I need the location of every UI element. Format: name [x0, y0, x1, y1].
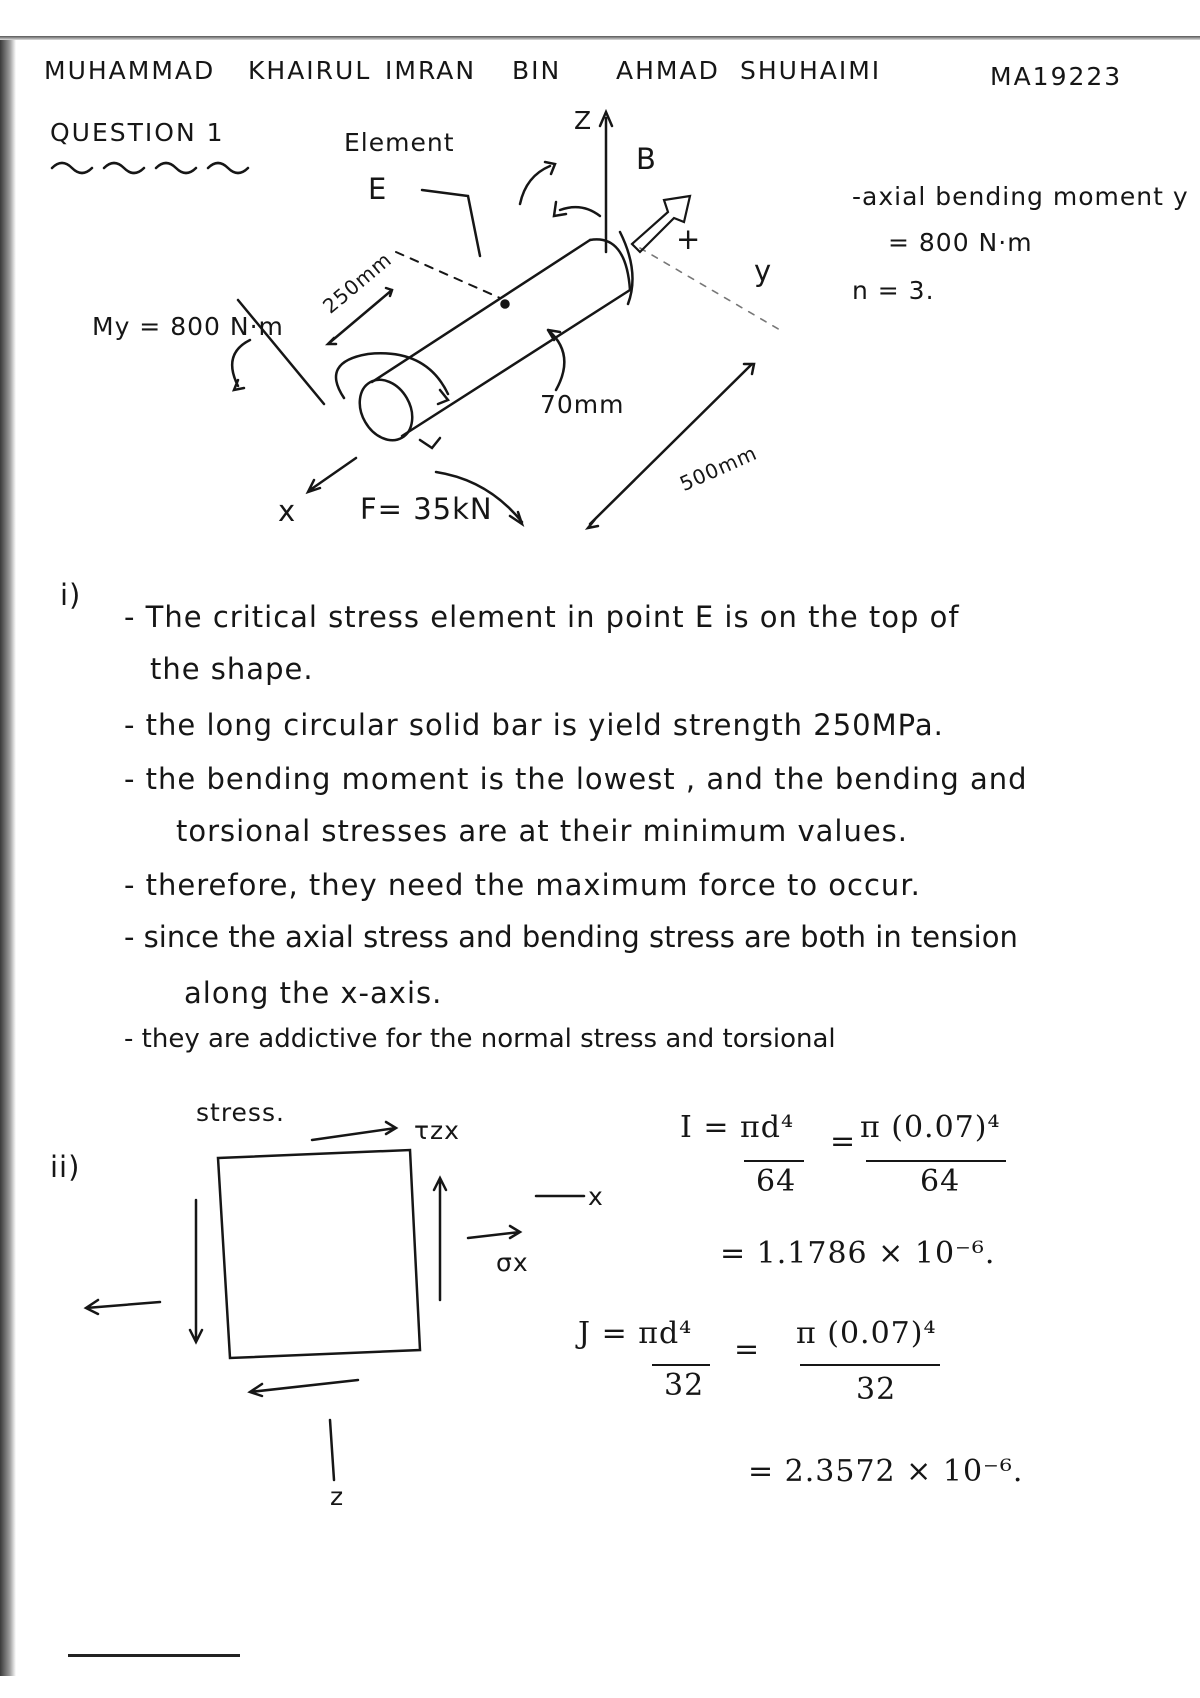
I-formula-lhs: I = πd⁴: [680, 1110, 795, 1145]
J-formula-lhs: J = πd⁴: [578, 1316, 693, 1351]
force-label: F= 35kN: [360, 492, 493, 526]
axis-z-label: Z: [574, 106, 593, 135]
sigma-label: σx: [496, 1248, 529, 1277]
part-i-line-3: - the long circular solid bar is yield strength 250MPa.: [124, 708, 944, 742]
J-fraction-bar: [652, 1364, 710, 1366]
header-name-2: KHAIRUL: [248, 56, 372, 85]
part-i-line-5: torsional stresses are at their minimum values.: [176, 814, 909, 848]
part-ii-marker: ii): [50, 1150, 81, 1184]
axis-x-label: x: [278, 494, 297, 528]
I-fraction-bar: [744, 1160, 804, 1162]
J-formula-den2: 32: [856, 1372, 897, 1407]
given-line-1: -axial bending moment y: [852, 182, 1189, 211]
part-i-line-4: - the bending moment is the lowest , and the bending and: [124, 762, 1028, 796]
J-fraction-bar-2: [800, 1364, 940, 1366]
given-line-2: = 800 N·m: [888, 228, 1033, 257]
length-short-label: 250mm: [318, 247, 397, 319]
part-i-line-8: along the x-axis.: [184, 976, 443, 1010]
given-line-3: n = 3.: [852, 276, 935, 305]
header-name-3: IMRAN: [385, 56, 477, 85]
I-formula-den: 64: [756, 1164, 797, 1199]
tau-label: τzx: [414, 1116, 460, 1145]
header-name-4: BIN: [512, 56, 562, 85]
header-name-5: AHMAD: [616, 56, 720, 85]
I-fraction-bar-2: [866, 1160, 1006, 1162]
length-long-label: 500mm: [676, 440, 761, 496]
moment-label: My = 800 N·m: [92, 312, 284, 341]
element-axis-x-label: x: [588, 1182, 604, 1211]
part-i-line-6: - therefore, they need the maximum force to occur.: [124, 868, 921, 902]
I-formula-den2: 64: [920, 1164, 961, 1199]
J-equals: =: [734, 1332, 761, 1367]
I-formula-num2: π (0.07)⁴: [860, 1110, 1001, 1145]
J-formula-num2: π (0.07)⁴: [796, 1316, 937, 1351]
part-i-line-7: - since the axial stress and bending stress are both in tension: [124, 920, 1018, 954]
diameter-label: 70mm: [540, 390, 625, 419]
axis-y-label: y: [754, 254, 773, 288]
part-i-line-1: - The critical stress element in point E is on the top of: [124, 600, 960, 634]
element-axis-z-label: z: [330, 1482, 345, 1511]
J-formula-den: 32: [664, 1368, 705, 1403]
header-name-1: MUHAMMAD: [44, 56, 216, 85]
I-equals: =: [830, 1124, 857, 1159]
part-i-line-10: stress.: [196, 1098, 285, 1127]
element-label: Element: [344, 128, 455, 157]
part-i-line-9: - they are addictive for the normal stress and torsional: [124, 1024, 836, 1054]
student-id: MA19223: [990, 62, 1123, 91]
plus-sign: +: [676, 222, 702, 256]
I-result: = 1.1786 × 10⁻⁶.: [720, 1236, 996, 1271]
element-letter: E: [368, 172, 388, 206]
part-i-marker: i): [60, 578, 82, 612]
header-name-6: SHUHAIMI: [740, 56, 882, 85]
part-i-line-2: the shape.: [150, 652, 314, 686]
footer-rule: [68, 1654, 240, 1657]
point-b-label: B: [636, 142, 657, 176]
question-title: QUESTION 1: [50, 118, 225, 147]
J-result: = 2.3572 × 10⁻⁶.: [748, 1454, 1024, 1489]
